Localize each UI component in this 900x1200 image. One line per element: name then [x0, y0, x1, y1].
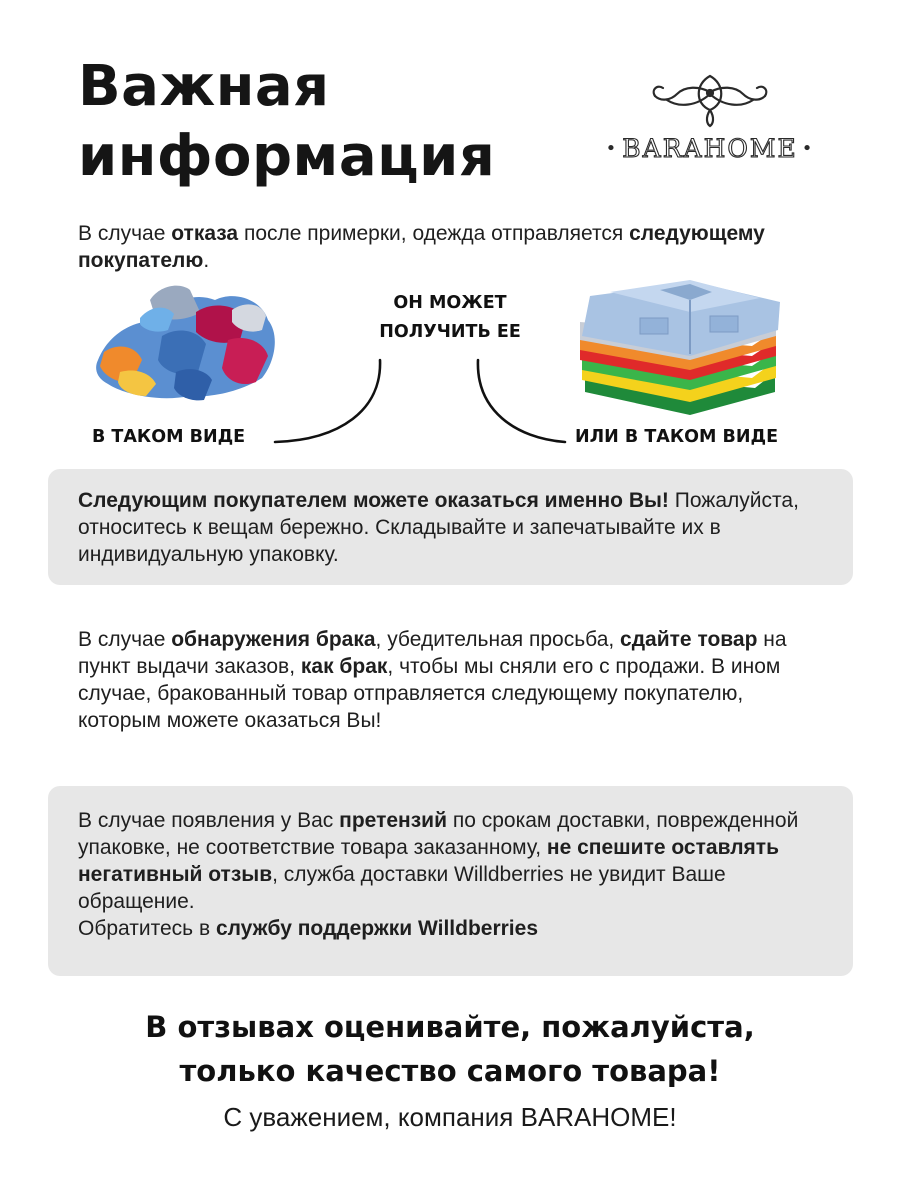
clothes-illustration — [0, 0, 900, 470]
intro-text: В случае отказа после примерки, одежда отправляется следующему покупателю. — [78, 222, 765, 272]
signature: С уважением, компания BARAHOME! — [223, 1102, 677, 1132]
notice-text-2: В случае появления у Вас претензий по срокам доставки, поврежденной упаковке, не соответствие товара заказанному, не спешите оставлять негативный отзыв, служба доставки Willdberries не увидит Ваше обращение. Обратитесь в службу поддержки Willdberries — [78, 809, 799, 940]
brand-name: BARAHOME — [622, 134, 798, 163]
folded-clothes-stack-icon — [580, 280, 780, 415]
logo-dot-icon: • — [801, 138, 815, 159]
title-line-1: Важная — [78, 54, 330, 119]
closing-message: В отзывах оценивайте, пожалуйста, только качество самого товара! — [145, 1010, 755, 1088]
logo-dot-icon: • — [605, 138, 619, 159]
messy-clothes-pile-icon — [96, 286, 275, 401]
caption-left: В ТАКОМ ВИДЕ — [92, 427, 246, 447]
caption-middle: ОН МОЖЕТ ПОЛУЧИТЬ ЕЕ — [379, 293, 521, 342]
title-line-2: информация — [78, 124, 496, 189]
notice-text-1: Следующим покупателем можете оказаться именно Вы! Пожалуйста, относитесь к вещам бережно. Складывайте и запечатывайте их в индивидуальную упаковку. — [78, 489, 799, 566]
defect-paragraph: В случае обнаружения брака, убедительная просьба, сдайте товар на пункт выдачи заказов, как брак, чтобы мы сняли его с продажи. В ином случае, бракованный товар отправляется следующему покупателю, которым можете оказаться Вы! — [78, 628, 787, 732]
caption-right: ИЛИ В ТАКОМ ВИДЕ — [575, 427, 779, 447]
